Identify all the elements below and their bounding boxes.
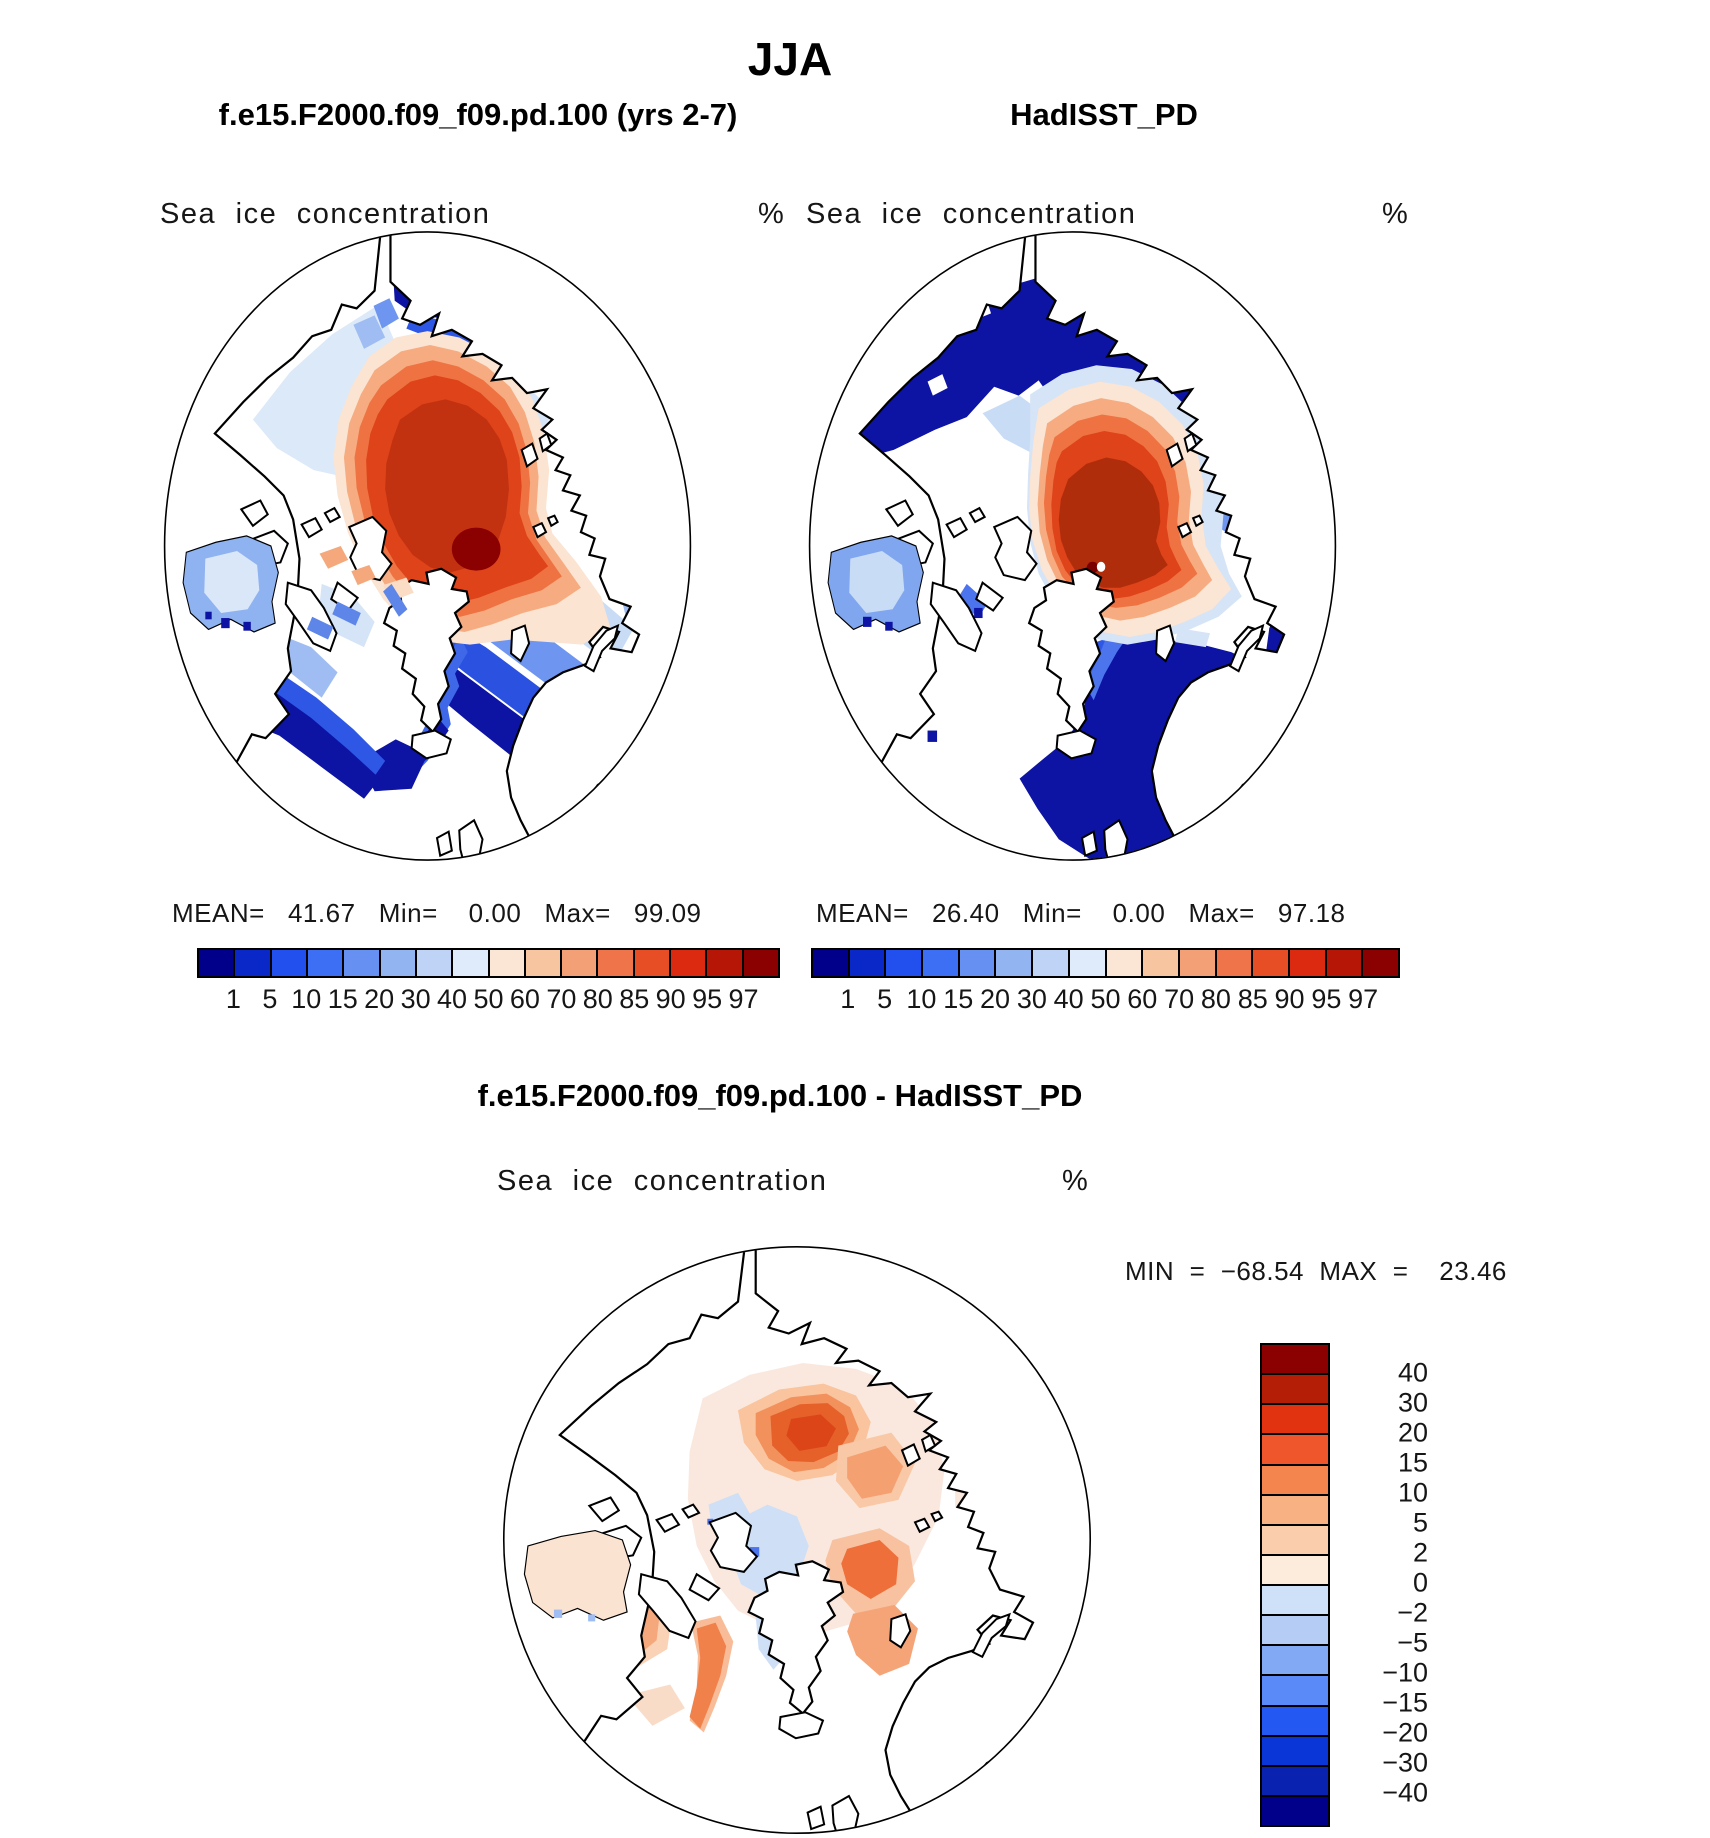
obs-seas-overlay bbox=[828, 536, 923, 632]
colorbar-cell bbox=[1262, 1735, 1328, 1765]
colorbar-tick-label: 40 bbox=[1053, 984, 1084, 1014]
colorbar-cell bbox=[1361, 950, 1398, 976]
colorbar-tick-label: −2 bbox=[1397, 1597, 1428, 1628]
colorbar-tick-label: 2 bbox=[1412, 1537, 1428, 1568]
model-colorbar-ticks bbox=[197, 984, 780, 1020]
colorbar-cell bbox=[705, 950, 741, 976]
colorbar-tick-label: 85 bbox=[619, 984, 650, 1014]
colorbar-cell bbox=[1262, 1584, 1328, 1614]
colorbar-tick-label: 50 bbox=[1090, 984, 1121, 1014]
colorbar-cell bbox=[233, 950, 269, 976]
obs-stats: MEAN= 26.40 Min= 0.00 Max= 97.18 bbox=[816, 898, 1346, 928]
colorbar-tick-label: 5 bbox=[1412, 1507, 1428, 1538]
colorbar-tick-label: 1 bbox=[840, 984, 856, 1014]
colorbar-tick-label: 95 bbox=[1311, 984, 1342, 1014]
diff-stats: MIN = −68.54 MAX = 23.46 bbox=[1125, 1256, 1507, 1286]
colorbar-cell bbox=[1262, 1433, 1328, 1463]
colorbar-cell bbox=[451, 950, 487, 976]
colorbar-tick-label: 0 bbox=[1412, 1567, 1428, 1598]
colorbar-tick-label: 80 bbox=[1200, 984, 1231, 1014]
diff-map bbox=[502, 1245, 1092, 1835]
colorbar-cell bbox=[848, 950, 885, 976]
colorbar-tick-label: 70 bbox=[1164, 984, 1195, 1014]
colorbar-tick-label: 30 bbox=[400, 984, 431, 1014]
colorbar-cell bbox=[1105, 950, 1142, 976]
obs-subtitle: HadISST_PD bbox=[1010, 97, 1198, 132]
colorbar-cell bbox=[415, 950, 451, 976]
colorbar-cell bbox=[994, 950, 1031, 976]
colorbar-tick-label: 40 bbox=[437, 984, 468, 1014]
obs-units-label: % bbox=[1382, 198, 1408, 230]
colorbar-cell bbox=[1262, 1464, 1328, 1494]
diff-colorbar bbox=[1260, 1343, 1330, 1827]
colorbar-cell bbox=[1262, 1644, 1328, 1674]
colorbar-cell bbox=[1215, 950, 1252, 976]
diff-subtitle: f.e15.F2000.f09_f09.pd.100 - HadISST_PD bbox=[477, 1078, 1083, 1113]
colorbar-cell bbox=[1141, 950, 1178, 976]
diff-field-label: Sea ice concentration bbox=[497, 1165, 828, 1197]
colorbar-tick-label: 95 bbox=[692, 984, 723, 1014]
colorbar-cell bbox=[1262, 1554, 1328, 1584]
colorbar-tick-label: 20 bbox=[980, 984, 1011, 1014]
colorbar-tick-label: 60 bbox=[1127, 984, 1158, 1014]
colorbar-cell bbox=[669, 950, 705, 976]
model-map bbox=[163, 230, 692, 862]
obs-map bbox=[808, 230, 1337, 862]
model-stats: MEAN= 41.67 Min= 0.00 Max= 99.09 bbox=[172, 898, 702, 928]
colorbar-cell bbox=[958, 950, 995, 976]
colorbar-cell bbox=[884, 950, 921, 976]
colorbar-cell bbox=[1262, 1765, 1328, 1795]
colorbar-tick-label: 20 bbox=[364, 984, 395, 1014]
colorbar-cell bbox=[1262, 1524, 1328, 1554]
colorbar-cell bbox=[921, 950, 958, 976]
colorbar-tick-label: 90 bbox=[655, 984, 686, 1014]
model-colorbar bbox=[197, 948, 780, 978]
colorbar-tick-label: 90 bbox=[1274, 984, 1305, 1014]
colorbar-cell bbox=[560, 950, 596, 976]
obs-colorbar bbox=[811, 948, 1400, 978]
colorbar-cell bbox=[199, 950, 233, 976]
colorbar-tick-label: 15 bbox=[327, 984, 358, 1014]
colorbar-tick-label: 40 bbox=[1397, 1357, 1428, 1388]
colorbar-tick-label: 15 bbox=[1397, 1447, 1428, 1478]
colorbar-tick-label: −15 bbox=[1382, 1687, 1428, 1718]
colorbar-cell bbox=[342, 950, 378, 976]
colorbar-tick-label: 10 bbox=[291, 984, 322, 1014]
colorbar-tick-label: 1 bbox=[225, 984, 241, 1014]
colorbar-cell bbox=[633, 950, 669, 976]
colorbar-cell bbox=[1262, 1345, 1328, 1373]
colorbar-tick-label: 5 bbox=[262, 984, 278, 1014]
colorbar-cell bbox=[1031, 950, 1068, 976]
colorbar-cell bbox=[1325, 950, 1362, 976]
colorbar-cell bbox=[1262, 1614, 1328, 1644]
model-subtitle: f.e15.F2000.f09_f09.pd.100 (yrs 2-7) bbox=[218, 97, 738, 132]
colorbar-cell bbox=[379, 950, 415, 976]
obs-colorbar-ticks bbox=[811, 984, 1400, 1020]
colorbar-tick-label: 10 bbox=[1397, 1477, 1428, 1508]
colorbar-tick-label: 80 bbox=[582, 984, 613, 1014]
colorbar-cell bbox=[813, 950, 848, 976]
colorbar-tick-label: 30 bbox=[1016, 984, 1047, 1014]
colorbar-tick-label: 10 bbox=[906, 984, 937, 1014]
colorbar-tick-label: 97 bbox=[1348, 984, 1379, 1014]
colorbar-cell bbox=[1262, 1403, 1328, 1433]
colorbar-cell bbox=[1262, 1705, 1328, 1735]
colorbar-tick-label: 60 bbox=[509, 984, 540, 1014]
colorbar-tick-label: −30 bbox=[1382, 1747, 1428, 1778]
colorbar-cell bbox=[742, 950, 778, 976]
diff-units-label: % bbox=[1062, 1165, 1088, 1197]
colorbar-cell bbox=[596, 950, 632, 976]
obs-field-label: Sea ice concentration bbox=[806, 198, 1137, 230]
colorbar-cell bbox=[488, 950, 524, 976]
colorbar-cell bbox=[1288, 950, 1325, 976]
colorbar-cell bbox=[306, 950, 342, 976]
colorbar-tick-label: 30 bbox=[1397, 1387, 1428, 1418]
colorbar-tick-label: 50 bbox=[473, 984, 504, 1014]
colorbar-tick-label: 5 bbox=[877, 984, 893, 1014]
model-field-label: Sea ice concentration bbox=[160, 198, 491, 230]
colorbar-tick-label: −40 bbox=[1382, 1777, 1428, 1808]
colorbar-cell bbox=[1262, 1373, 1328, 1403]
colorbar-tick-label: −20 bbox=[1382, 1717, 1428, 1748]
colorbar-tick-label: −10 bbox=[1382, 1657, 1428, 1688]
colorbar-cell bbox=[1251, 950, 1288, 976]
colorbar-cell bbox=[1068, 950, 1105, 976]
colorbar-cell bbox=[1262, 1795, 1328, 1825]
colorbar-cell bbox=[1178, 950, 1215, 976]
colorbar-tick-label: 20 bbox=[1397, 1417, 1428, 1448]
colorbar-cell bbox=[524, 950, 560, 976]
page-title: JJA bbox=[747, 33, 833, 85]
colorbar-cell bbox=[1262, 1674, 1328, 1704]
colorbar-tick-label: 97 bbox=[728, 984, 759, 1014]
colorbar-tick-label: 15 bbox=[943, 984, 974, 1014]
colorbar-cell bbox=[1262, 1494, 1328, 1524]
diff-seas-overlay bbox=[524, 1531, 630, 1622]
colorbar-cell bbox=[270, 950, 306, 976]
model-units-label: % bbox=[758, 198, 784, 230]
colorbar-tick-label: −5 bbox=[1397, 1627, 1428, 1658]
colorbar-tick-label: 85 bbox=[1237, 984, 1268, 1014]
colorbar-tick-label: 70 bbox=[546, 984, 577, 1014]
